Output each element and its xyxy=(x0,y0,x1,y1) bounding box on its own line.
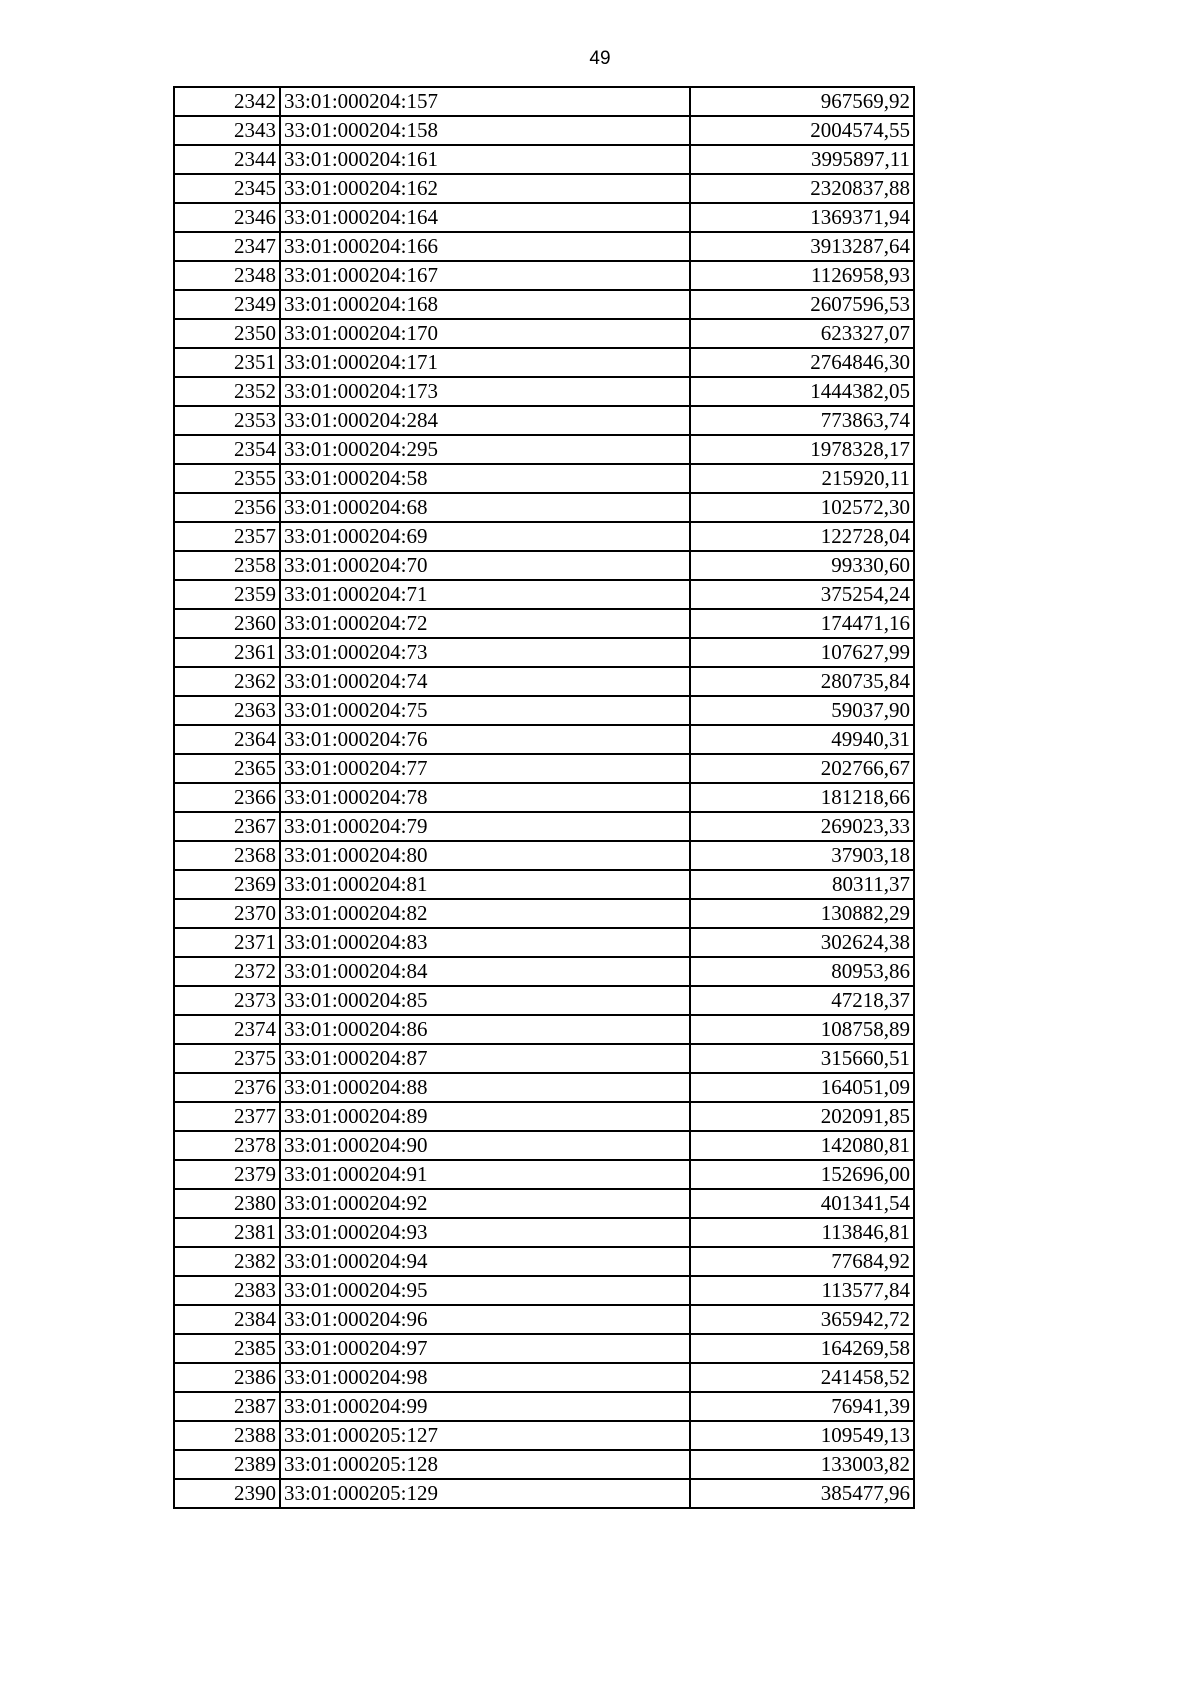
row-number: 2375 xyxy=(174,1044,280,1073)
cadastral-value: 401341,54 xyxy=(690,1189,914,1218)
table-row xyxy=(174,1421,914,1450)
row-number: 2389 xyxy=(174,1450,280,1479)
cadastral-value: 967569,92 xyxy=(690,87,914,116)
cadastral-value: 47218,37 xyxy=(690,986,914,1015)
cadastral-value: 302624,38 xyxy=(690,928,914,957)
cadastral-value: 49940,31 xyxy=(690,725,914,754)
cadastral-number: 33:01:000204:71 xyxy=(280,580,690,609)
table-row xyxy=(174,290,914,319)
cadastral-number: 33:01:000204:93 xyxy=(280,1218,690,1247)
table-row xyxy=(174,522,914,551)
row-number: 2347 xyxy=(174,232,280,261)
table-row xyxy=(174,638,914,667)
cadastral-number: 33:01:000204:92 xyxy=(280,1189,690,1218)
cadastral-value: 623327,07 xyxy=(690,319,914,348)
table-row xyxy=(174,783,914,812)
table-row xyxy=(174,812,914,841)
table-row xyxy=(174,1450,914,1479)
cadastral-value: 1126958,93 xyxy=(690,261,914,290)
cadastral-number: 33:01:000205:127 xyxy=(280,1421,690,1450)
cadastral-number: 33:01:000204:72 xyxy=(280,609,690,638)
row-number: 2365 xyxy=(174,754,280,783)
cadastral-value: 2764846,30 xyxy=(690,348,914,377)
cadastral-number: 33:01:000204:78 xyxy=(280,783,690,812)
table-row xyxy=(174,1160,914,1189)
table-row xyxy=(174,1102,914,1131)
cadastral-value: 1978328,17 xyxy=(690,435,914,464)
row-number: 2369 xyxy=(174,870,280,899)
table-row xyxy=(174,87,914,116)
cadastral-value: 130882,29 xyxy=(690,899,914,928)
cadastral-value: 1369371,94 xyxy=(690,203,914,232)
table-row xyxy=(174,261,914,290)
cadastral-number: 33:01:000204:81 xyxy=(280,870,690,899)
cadastral-value: 133003,82 xyxy=(690,1450,914,1479)
row-number: 2385 xyxy=(174,1334,280,1363)
table-row xyxy=(174,754,914,783)
cadastral-value: 80953,86 xyxy=(690,957,914,986)
cadastral-number: 33:01:000204:87 xyxy=(280,1044,690,1073)
cadastral-value: 315660,51 xyxy=(690,1044,914,1073)
cadastral-value: 241458,52 xyxy=(690,1363,914,1392)
row-number: 2355 xyxy=(174,464,280,493)
table-row xyxy=(174,696,914,725)
row-number: 2381 xyxy=(174,1218,280,1247)
table-row xyxy=(174,464,914,493)
table-row xyxy=(174,609,914,638)
cadastral-number: 33:01:000204:95 xyxy=(280,1276,690,1305)
cadastral-value: 2004574,55 xyxy=(690,116,914,145)
row-number: 2342 xyxy=(174,87,280,116)
row-number: 2384 xyxy=(174,1305,280,1334)
row-number: 2346 xyxy=(174,203,280,232)
row-number: 2345 xyxy=(174,174,280,203)
cadastral-number: 33:01:000204:85 xyxy=(280,986,690,1015)
cadastral-value: 59037,90 xyxy=(690,696,914,725)
cadastral-number: 33:01:000204:88 xyxy=(280,1073,690,1102)
cadastral-value: 280735,84 xyxy=(690,667,914,696)
cadastral-number: 33:01:000204:173 xyxy=(280,377,690,406)
cadastral-number: 33:01:000204:90 xyxy=(280,1131,690,1160)
table-row xyxy=(174,870,914,899)
cadastral-value: 1444382,05 xyxy=(690,377,914,406)
table-row xyxy=(174,493,914,522)
cadastral-value: 3995897,11 xyxy=(690,145,914,174)
row-number: 2368 xyxy=(174,841,280,870)
row-number: 2361 xyxy=(174,638,280,667)
cadastral-value: 3913287,64 xyxy=(690,232,914,261)
cadastral-number: 33:01:000204:162 xyxy=(280,174,690,203)
table-row xyxy=(174,1479,914,1508)
cadastral-value: 215920,11 xyxy=(690,464,914,493)
cadastral-number: 33:01:000204:167 xyxy=(280,261,690,290)
row-number: 2349 xyxy=(174,290,280,319)
row-number: 2378 xyxy=(174,1131,280,1160)
cadastral-number: 33:01:000204:96 xyxy=(280,1305,690,1334)
table-row xyxy=(174,174,914,203)
row-number: 2344 xyxy=(174,145,280,174)
cadastral-value: 202091,85 xyxy=(690,1102,914,1131)
table-row xyxy=(174,1189,914,1218)
table-row xyxy=(174,116,914,145)
cadastral-value: 37903,18 xyxy=(690,841,914,870)
table-row xyxy=(174,1305,914,1334)
row-number: 2383 xyxy=(174,1276,280,1305)
cadastral-number: 33:01:000204:73 xyxy=(280,638,690,667)
row-number: 2352 xyxy=(174,377,280,406)
cadastral-number: 33:01:000204:76 xyxy=(280,725,690,754)
row-number: 2380 xyxy=(174,1189,280,1218)
table-row xyxy=(174,1015,914,1044)
table-row xyxy=(174,203,914,232)
cadastral-number: 33:01:000204:79 xyxy=(280,812,690,841)
row-number: 2350 xyxy=(174,319,280,348)
row-number: 2362 xyxy=(174,667,280,696)
row-number: 2363 xyxy=(174,696,280,725)
cadastral-number: 33:01:000204:70 xyxy=(280,551,690,580)
cadastral-number: 33:01:000204:166 xyxy=(280,232,690,261)
table-row xyxy=(174,551,914,580)
cadastral-value: 113577,84 xyxy=(690,1276,914,1305)
cadastral-value-table xyxy=(173,86,915,1509)
cadastral-number: 33:01:000204:171 xyxy=(280,348,690,377)
cadastral-value: 102572,30 xyxy=(690,493,914,522)
cadastral-number: 33:01:000204:158 xyxy=(280,116,690,145)
cadastral-number: 33:01:000204:74 xyxy=(280,667,690,696)
cadastral-value: 108758,89 xyxy=(690,1015,914,1044)
cadastral-number: 33:01:000204:58 xyxy=(280,464,690,493)
row-number: 2390 xyxy=(174,1479,280,1508)
cadastral-value: 375254,24 xyxy=(690,580,914,609)
table-row xyxy=(174,1247,914,1276)
table-row xyxy=(174,957,914,986)
table-body xyxy=(174,87,914,1508)
cadastral-value: 113846,81 xyxy=(690,1218,914,1247)
page-number: 49 xyxy=(589,48,611,69)
cadastral-number: 33:01:000204:97 xyxy=(280,1334,690,1363)
table-row xyxy=(174,1276,914,1305)
table-row xyxy=(174,1363,914,1392)
cadastral-number: 33:01:000204:84 xyxy=(280,957,690,986)
cadastral-value: 164269,58 xyxy=(690,1334,914,1363)
table-row xyxy=(174,348,914,377)
table-row xyxy=(174,1392,914,1421)
table-row xyxy=(174,1131,914,1160)
cadastral-number: 33:01:000204:161 xyxy=(280,145,690,174)
cadastral-value: 99330,60 xyxy=(690,551,914,580)
cadastral-number: 33:01:000204:75 xyxy=(280,696,690,725)
cadastral-value: 365942,72 xyxy=(690,1305,914,1334)
row-number: 2386 xyxy=(174,1363,280,1392)
row-number: 2367 xyxy=(174,812,280,841)
row-number: 2374 xyxy=(174,1015,280,1044)
row-number: 2348 xyxy=(174,261,280,290)
cadastral-value: 142080,81 xyxy=(690,1131,914,1160)
row-number: 2373 xyxy=(174,986,280,1015)
cadastral-number: 33:01:000204:91 xyxy=(280,1160,690,1189)
row-number: 2354 xyxy=(174,435,280,464)
cadastral-number: 33:01:000204:168 xyxy=(280,290,690,319)
row-number: 2359 xyxy=(174,580,280,609)
cadastral-value: 269023,33 xyxy=(690,812,914,841)
row-number: 2343 xyxy=(174,116,280,145)
cadastral-value: 181218,66 xyxy=(690,783,914,812)
cadastral-number: 33:01:000204:83 xyxy=(280,928,690,957)
cadastral-value: 164051,09 xyxy=(690,1073,914,1102)
row-number: 2356 xyxy=(174,493,280,522)
row-number: 2382 xyxy=(174,1247,280,1276)
row-number: 2366 xyxy=(174,783,280,812)
cadastral-value: 202766,67 xyxy=(690,754,914,783)
row-number: 2388 xyxy=(174,1421,280,1450)
cadastral-number: 33:01:000204:284 xyxy=(280,406,690,435)
cadastral-number: 33:01:000204:68 xyxy=(280,493,690,522)
row-number: 2358 xyxy=(174,551,280,580)
table-row xyxy=(174,145,914,174)
row-number: 2353 xyxy=(174,406,280,435)
cadastral-number: 33:01:000204:77 xyxy=(280,754,690,783)
cadastral-value: 2320837,88 xyxy=(690,174,914,203)
cadastral-number: 33:01:000205:129 xyxy=(280,1479,690,1508)
table-row xyxy=(174,899,914,928)
row-number: 2377 xyxy=(174,1102,280,1131)
cadastral-number: 33:01:000204:82 xyxy=(280,899,690,928)
table-row xyxy=(174,667,914,696)
row-number: 2351 xyxy=(174,348,280,377)
row-number: 2376 xyxy=(174,1073,280,1102)
table-row xyxy=(174,580,914,609)
cadastral-number: 33:01:000205:128 xyxy=(280,1450,690,1479)
table-row xyxy=(174,406,914,435)
cadastral-number: 33:01:000204:80 xyxy=(280,841,690,870)
table-row xyxy=(174,1073,914,1102)
table-row xyxy=(174,1334,914,1363)
table-row xyxy=(174,319,914,348)
cadastral-value: 385477,96 xyxy=(690,1479,914,1508)
cadastral-number: 33:01:000204:86 xyxy=(280,1015,690,1044)
row-number: 2360 xyxy=(174,609,280,638)
row-number: 2379 xyxy=(174,1160,280,1189)
cadastral-number: 33:01:000204:94 xyxy=(280,1247,690,1276)
cadastral-number: 33:01:000204:98 xyxy=(280,1363,690,1392)
cadastral-value: 76941,39 xyxy=(690,1392,914,1421)
cadastral-number: 33:01:000204:295 xyxy=(280,435,690,464)
cadastral-number: 33:01:000204:157 xyxy=(280,87,690,116)
table-row xyxy=(174,928,914,957)
cadastral-number: 33:01:000204:89 xyxy=(280,1102,690,1131)
table-row xyxy=(174,1218,914,1247)
table-row xyxy=(174,232,914,261)
table-row xyxy=(174,435,914,464)
cadastral-value: 122728,04 xyxy=(690,522,914,551)
row-number: 2387 xyxy=(174,1392,280,1421)
table-row xyxy=(174,986,914,1015)
cadastral-number: 33:01:000204:99 xyxy=(280,1392,690,1421)
table-row xyxy=(174,1044,914,1073)
cadastral-value: 152696,00 xyxy=(690,1160,914,1189)
row-number: 2372 xyxy=(174,957,280,986)
cadastral-number: 33:01:000204:164 xyxy=(280,203,690,232)
cadastral-value: 174471,16 xyxy=(690,609,914,638)
row-number: 2364 xyxy=(174,725,280,754)
cadastral-value: 2607596,53 xyxy=(690,290,914,319)
table-row xyxy=(174,841,914,870)
table-row xyxy=(174,377,914,406)
row-number: 2370 xyxy=(174,899,280,928)
cadastral-number: 33:01:000204:69 xyxy=(280,522,690,551)
cadastral-value: 107627,99 xyxy=(690,638,914,667)
cadastral-value: 80311,37 xyxy=(690,870,914,899)
cadastral-number: 33:01:000204:170 xyxy=(280,319,690,348)
cadastral-value: 773863,74 xyxy=(690,406,914,435)
table-row xyxy=(174,725,914,754)
cadastral-value: 77684,92 xyxy=(690,1247,914,1276)
row-number: 2357 xyxy=(174,522,280,551)
cadastral-value: 109549,13 xyxy=(690,1421,914,1450)
row-number: 2371 xyxy=(174,928,280,957)
